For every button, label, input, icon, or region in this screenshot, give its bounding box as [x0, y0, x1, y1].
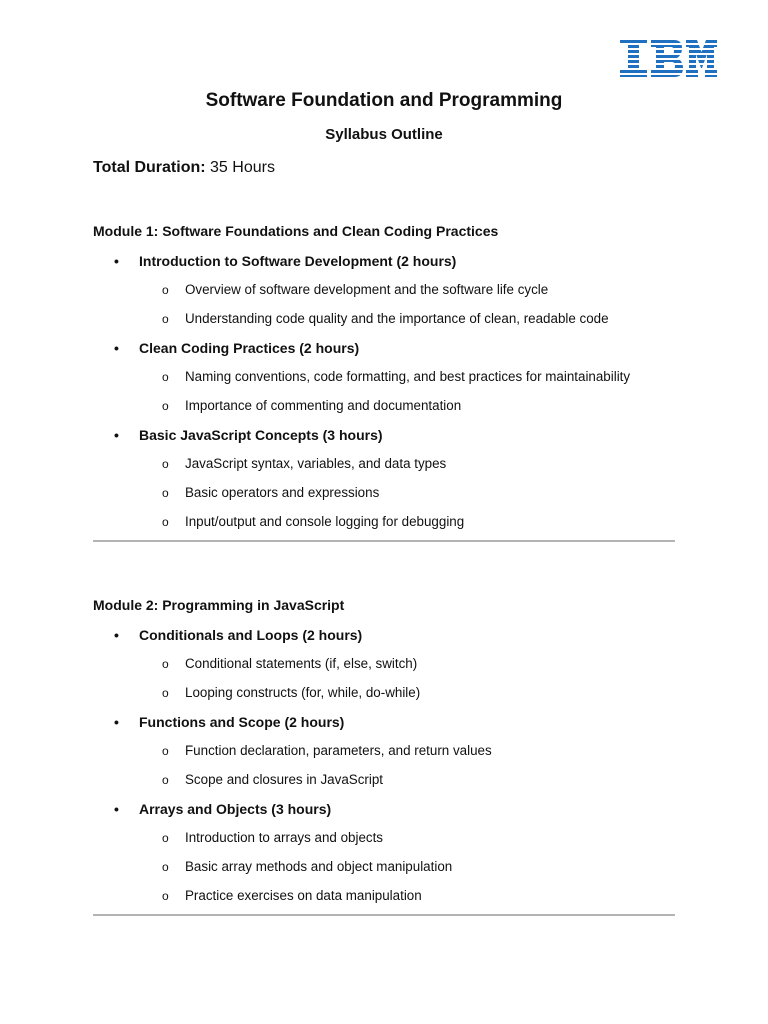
document-subtitle: Syllabus Outline — [325, 126, 443, 143]
sub-item-text: Conditional statements (if, else, switch) — [185, 656, 418, 671]
sub-bullet-icon: o — [162, 515, 169, 529]
sub-item — [93, 513, 675, 531]
sub-bullet-icon: o — [162, 657, 169, 671]
sub-bullet-icon: o — [162, 283, 169, 297]
sub-item — [93, 684, 675, 702]
topic-item — [93, 339, 675, 415]
module-title: Module 2: Programming in JavaScript — [93, 597, 345, 613]
topic-item — [93, 426, 675, 531]
sub-item-text: JavaScript syntax, variables, and data types — [185, 456, 447, 471]
sub-item-text: Importance of commenting and documentation — [185, 398, 462, 413]
topic-item — [93, 713, 675, 789]
sub-bullet-icon: o — [162, 370, 169, 384]
sub-item-text: Looping constructs (for, while, do-while) — [185, 685, 421, 700]
sub-item — [93, 887, 675, 905]
topic-label: Clean Coding Practices (2 hours) — [139, 340, 360, 356]
sub-item — [93, 397, 675, 415]
bullet-icon: • — [114, 427, 119, 443]
sub-item-text: Understanding code quality and the importance of clean, readable code — [185, 311, 609, 326]
sub-item-text: Introduction to arrays and objects — [185, 830, 383, 845]
sub-bullet-icon: o — [162, 773, 169, 787]
sub-bullet-icon: o — [162, 860, 169, 874]
topic-item — [93, 626, 675, 702]
bullet-icon: • — [114, 714, 119, 730]
bullet-icon: • — [114, 340, 119, 356]
module-2 — [93, 596, 675, 916]
sub-item-text: Function declaration, parameters, and return values — [185, 743, 492, 758]
topic-label: Basic JavaScript Concepts (3 hours) — [139, 427, 383, 443]
section-divider — [93, 914, 675, 916]
sub-item-text: Practice exercises on data manipulation — [185, 888, 422, 903]
section-divider — [93, 540, 675, 542]
sub-item-text: Overview of software development and the software life cycle — [185, 282, 549, 297]
document-title: Software Foundation and Programming — [205, 90, 563, 111]
topic-item — [93, 800, 675, 905]
bullet-icon: • — [114, 801, 119, 817]
sub-item — [93, 484, 675, 502]
sub-item-text: Basic array methods and object manipulation — [185, 859, 453, 874]
sub-item-text: Scope and closures in JavaScript — [185, 772, 383, 787]
sub-item-text: Naming conventions, code formatting, and best practices for maintainability — [185, 369, 631, 384]
bullet-icon: • — [114, 253, 119, 269]
sub-bullet-icon: o — [162, 486, 169, 500]
sub-item — [93, 368, 675, 386]
topic-item — [93, 252, 675, 328]
module-1 — [93, 222, 675, 542]
total-duration — [93, 157, 275, 179]
sub-bullet-icon: o — [162, 399, 169, 413]
sub-bullet-icon: o — [162, 312, 169, 326]
sub-item — [93, 742, 675, 760]
sub-item — [93, 281, 675, 299]
sub-item — [93, 310, 675, 328]
bullet-icon: • — [114, 627, 119, 643]
sub-item — [93, 455, 675, 473]
sub-item — [93, 771, 675, 789]
sub-bullet-icon: o — [162, 457, 169, 471]
sub-item-text: Input/output and console logging for debugging — [185, 514, 465, 529]
topic-label: Arrays and Objects (3 hours) — [139, 801, 332, 817]
topic-label: Functions and Scope (2 hours) — [139, 714, 345, 730]
sub-item — [93, 858, 675, 876]
sub-bullet-icon: o — [162, 831, 169, 845]
sub-item-text: Basic operators and expressions — [185, 485, 380, 500]
topic-label: Conditionals and Loops (2 hours) — [139, 627, 363, 643]
sub-bullet-icon: o — [162, 686, 169, 700]
sub-item — [93, 829, 675, 847]
ibm-logo — [620, 40, 717, 77]
module-title: Module 1: Software Foundations and Clean Coding Practices — [93, 223, 499, 239]
sub-item — [93, 655, 675, 673]
topic-label: Introduction to Software Development (2 hours) — [139, 253, 457, 269]
duration-label: Total Duration: — [93, 159, 206, 176]
sub-bullet-icon: o — [162, 889, 169, 903]
sub-bullet-icon: o — [162, 744, 169, 758]
duration-value: 35 Hours — [210, 159, 275, 176]
